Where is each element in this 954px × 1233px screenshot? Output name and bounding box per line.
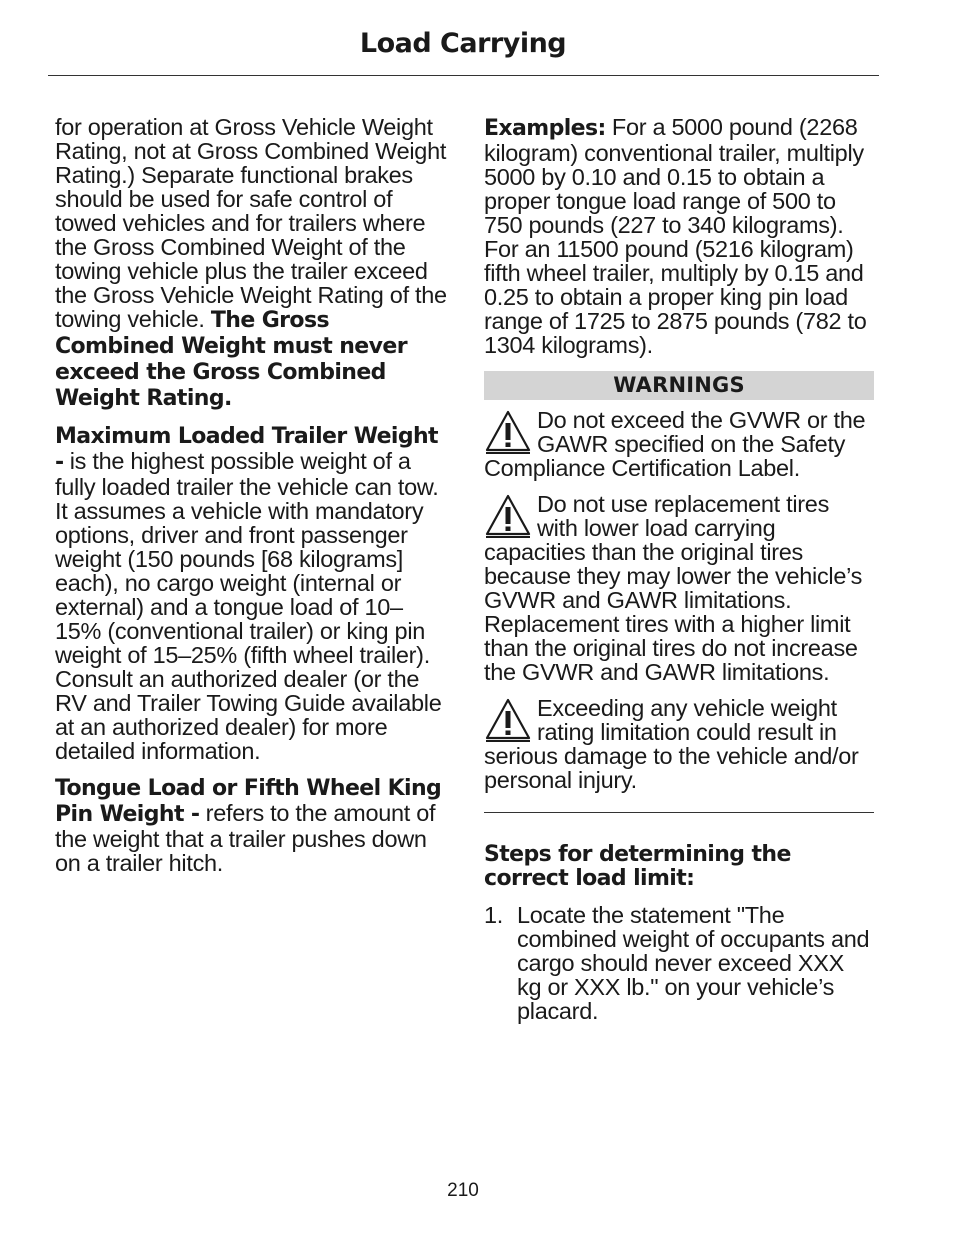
- warnings-header: WARNINGS: [484, 371, 874, 400]
- warnings-divider: [484, 812, 874, 813]
- page-title: Load Carrying: [359, 28, 567, 59]
- page-number: 210: [447, 1180, 479, 1201]
- term-max-loaded-trailer-weight: Maximum Loaded Trailer Weight -: [55, 424, 438, 475]
- step-number: 1.: [484, 902, 503, 928]
- warning-triangle-icon: [484, 493, 532, 539]
- definition-text: is the highest possible weight of a fully loaded trailer the vehicle can tow. It assumes a vehicle with mandatory options, driver and front passenger weight (150 pounds [68 kilograms] each), no cargo weight (internal or external) and a tongue load of 10–15% (conventional trailer) or king pin weight of 15–25% (fifth wheel trailer). Consult an authorized dealer (or the RV and Trailer Towing Guide available at an authorized dealer) for more detailed information.: [55, 448, 442, 764]
- list-item: [484, 903, 874, 1023]
- steps-heading: Steps for determining the correct load limit:: [484, 842, 791, 891]
- warning-item: [484, 408, 874, 480]
- warning-text: Do not use replacement tires with lower load carrying capacities than the original tires because they may lower the vehicle’s GVWR and GAWR limitations. Replacement tires with a higher limit than the original tires do not increase the GVWR and GAWR limitations.: [484, 491, 863, 685]
- warning-text: Exceeding any vehicle weight rating limitation could result in serious damage to the vehicle and/or personal injury.: [484, 695, 859, 793]
- bold-statement: The Gross Combined Weight must never exceed the Gross Combined Weight Rating.: [55, 308, 407, 411]
- paragraph-examples: [484, 115, 874, 357]
- warning-triangle-icon: [484, 697, 532, 743]
- warning-item: [484, 696, 874, 792]
- paragraph-text: for operation at Gross Vehicle Weight Rating, not at Gross Combined Weight Rating.) Separate functional brakes should be used for safe control of towed vehicles and for trailers where the Gross Combined Weight of the towing vehicle plus the trailer exceed the Gross Vehicle Weight Rating of the towing vehicle.: [55, 114, 447, 332]
- term-examples: Examples:: [484, 116, 606, 141]
- right-column: [484, 115, 874, 1023]
- paragraph-gross-combined-weight: [55, 115, 447, 411]
- definition-text: refers to the amount of the weight that a trailer pushes down on a trailer hitch.: [55, 800, 436, 876]
- paragraph-tongue-load: [55, 775, 447, 875]
- step-text: Locate the statement "The combined weight of occupants and cargo should never exceed XXX kg or XXX lb." on your vehicle’s placard.: [517, 902, 870, 1024]
- term-tongue-load: Tongue Load or Fifth Wheel King Pin Weight -: [55, 776, 442, 827]
- header-divider: [48, 75, 879, 76]
- left-column: [55, 115, 447, 887]
- warning-item: [484, 492, 874, 684]
- paragraph-max-loaded-trailer-weight: [55, 423, 447, 763]
- examples-text: For a 5000 pound (2268 kilogram) conventional trailer, multiply 5000 by 0.10 and 0.15 to obtain a proper tongue load range of 500 to 750 pounds (227 to 340 kilograms). For an 11500 pound (5216 kilogram) fifth wheel trailer, multiply by 0.15 and 0.25 to obtain a proper king pin load range of 1725 to 2875 pounds (782 to 1304 kilograms).: [484, 114, 867, 358]
- warning-triangle-icon: [484, 409, 532, 455]
- warning-text: Do not exceed the GVWR or the GAWR specified on the Safety Compliance Certification Label.: [484, 407, 866, 481]
